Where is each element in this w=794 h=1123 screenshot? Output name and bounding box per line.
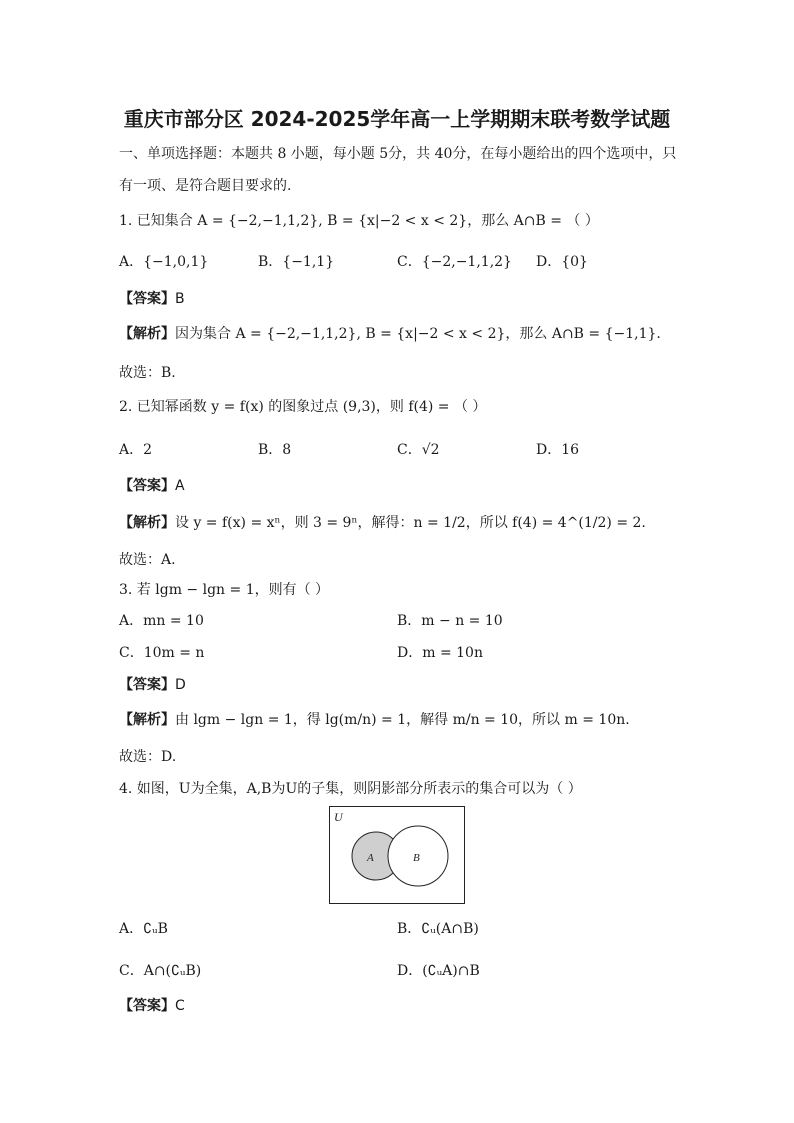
venn-diagram <box>329 806 465 904</box>
analysis-text: 设 y = f(x) = xⁿ，则 3 = 9ⁿ，解得：n = 1/2，所以 f(4) = 4^(1/2) = 2. <box>175 515 646 531</box>
question-3-option-d: D．m = 10n <box>397 645 483 661</box>
question-3-option-b: B．m − n = 10 <box>397 613 503 629</box>
question-1-stem: 1. 已知集合 A = {−2,−1,1,2}, B = {x|−2 < x < 2}，那么 A∩B = （ ） <box>119 213 599 229</box>
question-2-answer <box>119 477 185 495</box>
question-1-analysis <box>119 325 661 343</box>
question-4-option-b: B．∁ᵤ(A∩B) <box>397 921 479 937</box>
answer-label: 【答案】 <box>119 677 175 693</box>
section-instructions-line1: 一、单项选择题：本题共 8 小题，每小题 5分，共 40分，在每小题给出的四个选项中，只 <box>119 146 677 162</box>
answer-label: 【答案】 <box>119 291 175 307</box>
set-a-label: A <box>367 852 374 864</box>
question-4-option-c: C．A∩(∁ᵤB) <box>119 963 202 979</box>
analysis-label: 【解析】 <box>119 712 175 728</box>
question-3-answer <box>119 676 186 694</box>
section-instructions-line2: 有一项、是符合题目要求的. <box>119 178 292 194</box>
question-2-conclusion: 故选：A. <box>119 552 176 568</box>
answer-label: 【答案】 <box>119 478 175 494</box>
question-1-option-d: D．{0} <box>536 254 588 270</box>
question-2-stem: 2. 已知幂函数 y = f(x) 的图象过点 (9,3)，则 f(4) = （ ） <box>119 399 487 415</box>
question-3-option-a: A．mn = 10 <box>119 613 204 629</box>
answer-value: A <box>175 478 185 494</box>
question-1-option-c: C．{−2,−1,1,2} <box>397 254 512 270</box>
analysis-text: 因为集合 A = {−2,−1,1,2}, B = {x|−2 < x < 2}，那么 A∩B = {−1,1}. <box>175 326 661 342</box>
analysis-label: 【解析】 <box>119 515 175 531</box>
question-3-conclusion: 故选：D. <box>119 749 177 765</box>
question-2-option-a: A．2 <box>119 442 153 458</box>
question-2-option-c: C．√2 <box>397 442 440 458</box>
question-4-option-a: A．∁ᵤB <box>119 921 168 937</box>
question-1-conclusion: 故选：B. <box>119 365 176 381</box>
analysis-label: 【解析】 <box>119 326 175 342</box>
question-3-stem: 3. 若 lgm − lgn = 1，则有（ ） <box>119 582 330 598</box>
answer-value: D <box>175 677 186 693</box>
universal-set-label: U <box>334 810 343 824</box>
set-b-label: B <box>413 852 420 864</box>
question-3-analysis <box>119 711 630 729</box>
question-3-option-c: C．10m = n <box>119 645 205 661</box>
question-4-stem: 4. 如图，U为全集，A,B为U的子集，则阴影部分所表示的集合可以为（ ） <box>119 781 582 797</box>
page-title: 重庆市部分区 2024-2025学年高一上学期期末联考数学试题 <box>123 107 671 131</box>
answer-value: B <box>175 291 185 307</box>
question-2-option-b: B．8 <box>258 442 292 458</box>
question-1-option-b: B．{−1,1} <box>258 254 335 270</box>
question-4-option-d: D．(∁ᵤA)∩B <box>397 963 480 979</box>
question-2-analysis <box>119 514 646 532</box>
question-4-answer <box>119 997 185 1015</box>
question-2-option-d: D．16 <box>536 442 580 458</box>
question-1-answer <box>119 290 185 308</box>
answer-value: C <box>175 998 185 1014</box>
question-1-option-a: A．{−1,0,1} <box>119 254 209 270</box>
analysis-text: 由 lgm − lgn = 1，得 lg(m/n) = 1，解得 m/n = 10，所以 m = 10n. <box>175 712 630 728</box>
answer-label: 【答案】 <box>119 998 175 1014</box>
